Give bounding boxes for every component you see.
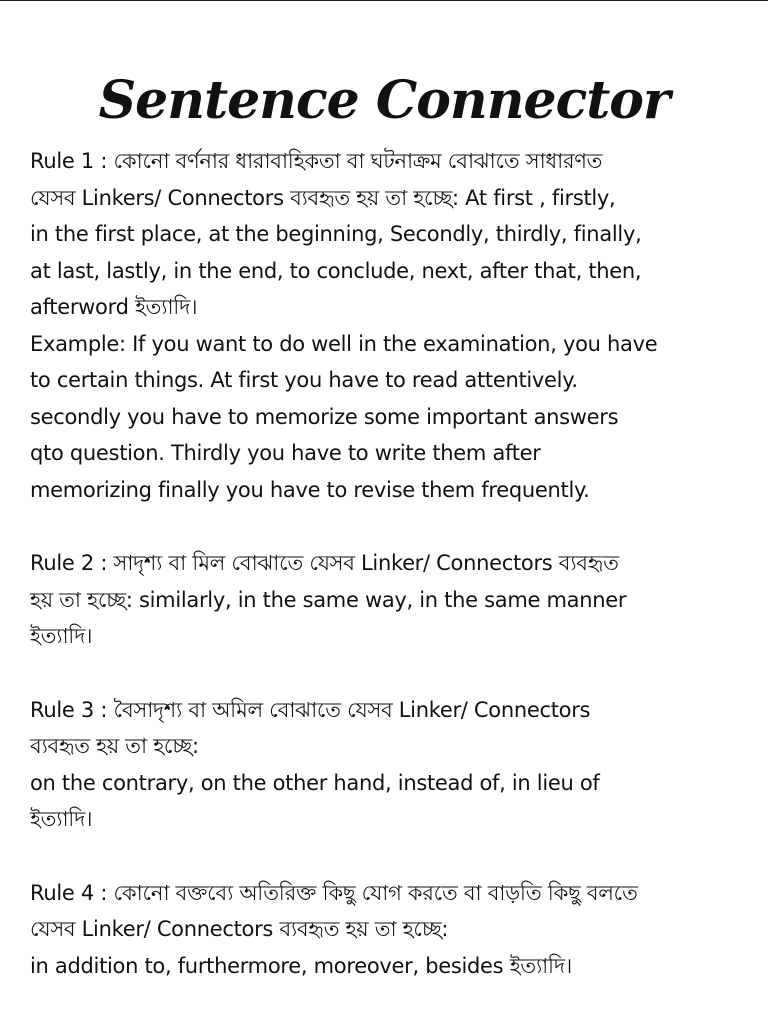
example-line: to certain things. At first you have to read attentively. xyxy=(30,368,578,392)
rule-2-line: হয় তা হচ্ছে: similarly, in the same way, in the same manner xyxy=(30,587,627,612)
section-spacer xyxy=(30,655,750,692)
rule-2-line: Rule 2 : সাদৃশ্য বা মিল বোঝাতে যেসব Linker/ Connectors ব্যবহৃত xyxy=(30,551,619,575)
example-line: secondly you have to memorize some important answers xyxy=(30,404,619,429)
rule-4-line: Rule 4 : কোনো বক্তব্যে অতিরিক্ত কিছু যোগ করতে বা বাড়তি কিছু বলতে xyxy=(30,880,638,905)
example-line: Example: If you want to do well in the examination, you have xyxy=(30,331,658,356)
rule-1-line: at last, lastly, in the end, to conclude, next, after that, then, xyxy=(30,258,642,283)
example-line: memorizing finally you have to revise them frequently. xyxy=(30,477,590,502)
rule-1-section xyxy=(30,143,750,508)
rule-1-line: afterword ইত্যাদি। xyxy=(30,295,198,319)
section-spacer xyxy=(30,838,750,875)
top-border-line xyxy=(0,0,768,1)
rule-1-line: যেসব Linkers/ Connectors ব্যবহৃত হয় তা হচ্ছে: At first , firstly, xyxy=(30,185,616,210)
rule-3-line: ইত্যাদি। xyxy=(30,807,93,831)
page-title: Sentence Connector xyxy=(98,69,670,131)
rule-3-line: Rule 3 : বৈসাদৃশ্য বা অমিল বোঝাতে যেসব Linker/ Connectors xyxy=(30,697,591,722)
rule-3-line: ব্যবহৃত হয় তা হচ্ছে: xyxy=(30,734,199,758)
rule-4-section xyxy=(30,875,750,985)
rule-3-line: on the contrary, on the other hand, instead of, in lieu of xyxy=(30,770,600,795)
rule-2-section xyxy=(30,545,750,655)
section-spacer xyxy=(30,508,750,545)
rule-1-line: in the first place, at the beginning, Secondly, thirdly, finally, xyxy=(30,222,642,246)
rule-4-line: in addition to, furthermore, moreover, besides ইত্যাদি। xyxy=(30,953,572,978)
example-line: qto question. Thirdly you have to write them after xyxy=(30,441,541,465)
document-body xyxy=(30,143,750,984)
rule-3-section xyxy=(30,692,750,838)
rule-1-line: Rule 1 : কোনো বর্ণনার ধারাবাহিকতা বা ঘটনাক্রম বোঝাতে সাধারণত xyxy=(30,149,603,173)
rule-2-line: ইত্যাদি। xyxy=(30,624,93,648)
rule-4-line: যেসব Linker/ Connectors ব্যবহৃত হয় তা হচ্ছে: xyxy=(30,917,449,941)
